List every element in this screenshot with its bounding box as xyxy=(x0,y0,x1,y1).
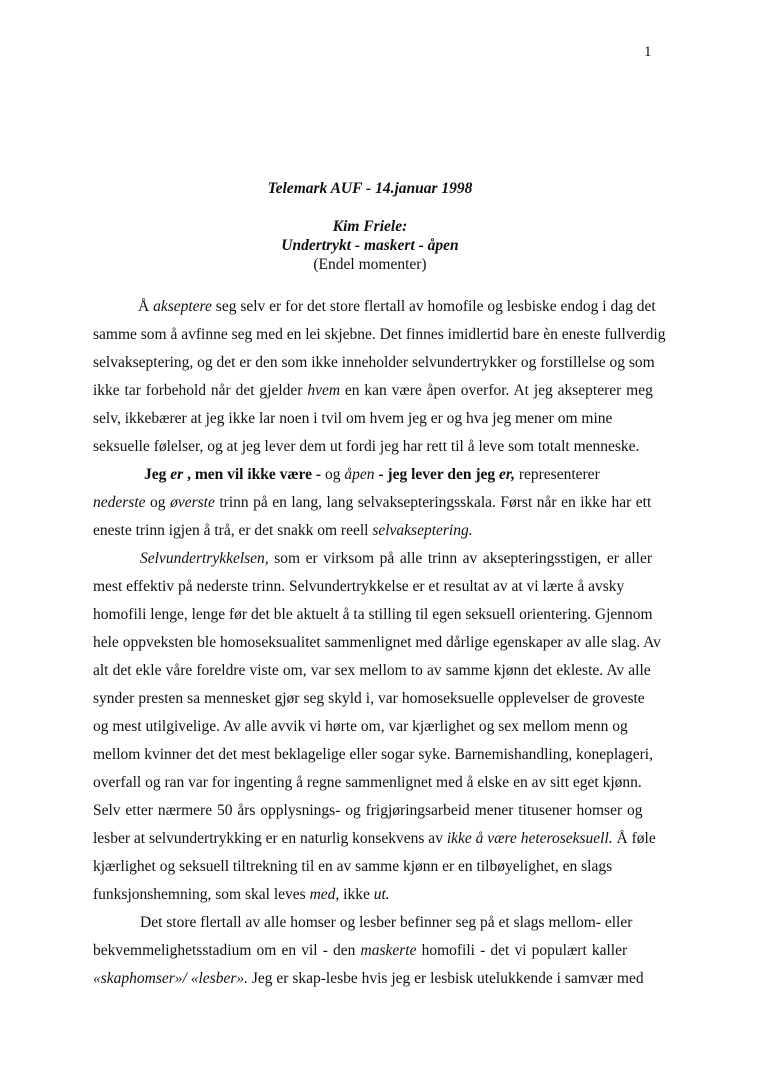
text-line xyxy=(93,969,644,988)
text-run: bekvemmelighetsstadium om en vil - den xyxy=(93,942,361,959)
text-run: som er virksom på alle trinn av aksepteringsstigen, er aller xyxy=(268,550,652,567)
text-run: mest effektiv på nederste trinn. Selvundertrykkelse er et resultat av at vi lærte å avsky xyxy=(93,578,625,595)
text-run: og mest utilgivelige. Av alle avvik vi hørte om, var kjærlighet og sex mellom menn og xyxy=(93,718,628,735)
text-line xyxy=(93,437,639,456)
text-run: Det store flertall av alle homser og lesber befinner seg på et slags mellom- eller xyxy=(140,914,633,931)
text-run: samme som å avfinne seg med en lei skjebne. Det finnes imidlertid bare èn eneste fullverdig xyxy=(93,326,666,343)
text-run: og xyxy=(324,466,345,483)
text-run: Å xyxy=(138,298,154,315)
text-line xyxy=(93,409,612,428)
text-line xyxy=(93,521,473,540)
text-line xyxy=(93,801,643,820)
text-line xyxy=(93,577,624,596)
text-run: Selvundertrykkelsen, xyxy=(140,550,269,567)
text-line xyxy=(93,745,653,764)
text-line xyxy=(93,661,651,680)
text-run: homofili - det vi populært kaller xyxy=(416,942,628,959)
text-run: og xyxy=(145,494,171,511)
text-line xyxy=(138,297,656,316)
text-line xyxy=(140,549,652,568)
text-run: lesber at selvundertrykking er en naturlig konsekvens av xyxy=(93,830,447,847)
text-line xyxy=(93,717,628,736)
text-run: akseptere xyxy=(153,298,212,315)
document-subtitle: (Endel momenter) xyxy=(313,256,427,273)
text-run: , ikke xyxy=(335,886,374,903)
author-heading: Kim Friele: xyxy=(332,218,408,235)
text-line xyxy=(93,353,655,372)
text-run: eneste trinn igjen å trå, er det snakk om reell xyxy=(93,522,373,539)
text-run: ikke tar forbehold når det gjelder xyxy=(93,382,308,399)
text-run: hele oppveksten ble homoseksualitet sammenlignet med dårlige egenskaper av alle slag. Av xyxy=(93,634,661,651)
text-run: , men vil ikke være - xyxy=(183,466,325,483)
text-run: seksuelle følelser, og at jeg lever dem ut fordi jeg har rett til å leve som totalt menneske. xyxy=(93,438,640,455)
text-run: hvem xyxy=(307,382,341,399)
text-line xyxy=(93,885,390,904)
text-line xyxy=(93,773,642,792)
text-run: Selv etter nærmere 50 års opplysnings- og frigjøringsarbeid mener titusener homser og xyxy=(93,802,643,819)
text-run: er, xyxy=(499,466,515,483)
text-line xyxy=(93,633,661,652)
text-run: ut. xyxy=(373,886,390,903)
text-run: selv, ikkebærer at jeg ikke lar noen i tvil om hvem jeg er og hva jeg mener om mine xyxy=(93,410,613,427)
text-run: øverste xyxy=(170,494,215,511)
text-run: seg selv er for det store flertall av homofile og lesbiske endog i dag det xyxy=(211,298,656,315)
text-run: selvakseptering, og det er den som ikke inneholder selvundertrykker og forstillelse og som xyxy=(93,354,655,371)
text-line xyxy=(93,941,627,960)
text-line xyxy=(93,689,645,708)
text-run: «skaphomser»/ «lesber». xyxy=(93,970,248,987)
text-run: en kan være åpen overfor. At jeg aksepterer meg xyxy=(340,382,653,399)
text-run: Å føle xyxy=(612,830,656,847)
document-title: Undertrykt - maskert - åpen xyxy=(281,237,459,254)
text-run: trinn på en lang, lang selvaksepteringsskala. Først når en ikke har ett xyxy=(214,494,652,511)
text-line xyxy=(93,605,653,624)
text-run: funksjonshemning, som skal leves xyxy=(93,886,310,903)
text-run: kjærlighet og seksuell tiltrekning til en av samme kjønn er en tilbøyelighet, en slags xyxy=(93,858,613,875)
text-line xyxy=(93,829,656,848)
text-run: alt det ekle våre foreldre viste om, var sex mellom to av samme kjønn det ekleste. Av alle xyxy=(93,662,651,679)
text-run: mellom kvinner det det mest beklagelige eller sogar syke. Barnemishandling, koneplageri, xyxy=(93,746,653,763)
text-line xyxy=(93,381,653,400)
text-line xyxy=(144,465,600,484)
text-run: - jeg lever den jeg xyxy=(374,466,500,483)
text-run: er xyxy=(170,466,184,483)
text-run: synder presten sa mennesket gjør seg skyld i, var homoseksuelle opplevelser de groveste xyxy=(93,690,645,707)
text-run: åpen xyxy=(344,466,375,483)
event-heading: Telemark AUF - 14.januar 1998 xyxy=(267,180,473,197)
text-run: maskerte xyxy=(360,942,417,959)
text-run: representerer xyxy=(514,466,600,483)
text-line xyxy=(140,913,632,932)
text-line xyxy=(93,493,651,512)
text-run: Jeg er skap-lesbe hvis jeg er lesbisk utelukkende i samvær med xyxy=(248,970,644,987)
text-run: homofili lenge, lenge før det ble aktuelt å ta stilling til egen seksuell orientering. Gjennom xyxy=(93,606,653,623)
text-run: nederste xyxy=(93,494,146,511)
text-line xyxy=(93,325,665,344)
text-run: med xyxy=(309,886,336,903)
text-run: selvakseptering. xyxy=(372,522,473,539)
text-run: ikke å være heteroseksuell. xyxy=(446,830,613,847)
page-number: 1 xyxy=(644,44,652,60)
text-run: Jeg xyxy=(144,466,171,483)
text-run: overfall og ran var for ingenting å regne sammenlignet med å elske en av sitt eget kjønn. xyxy=(93,774,642,791)
text-line xyxy=(93,857,612,876)
